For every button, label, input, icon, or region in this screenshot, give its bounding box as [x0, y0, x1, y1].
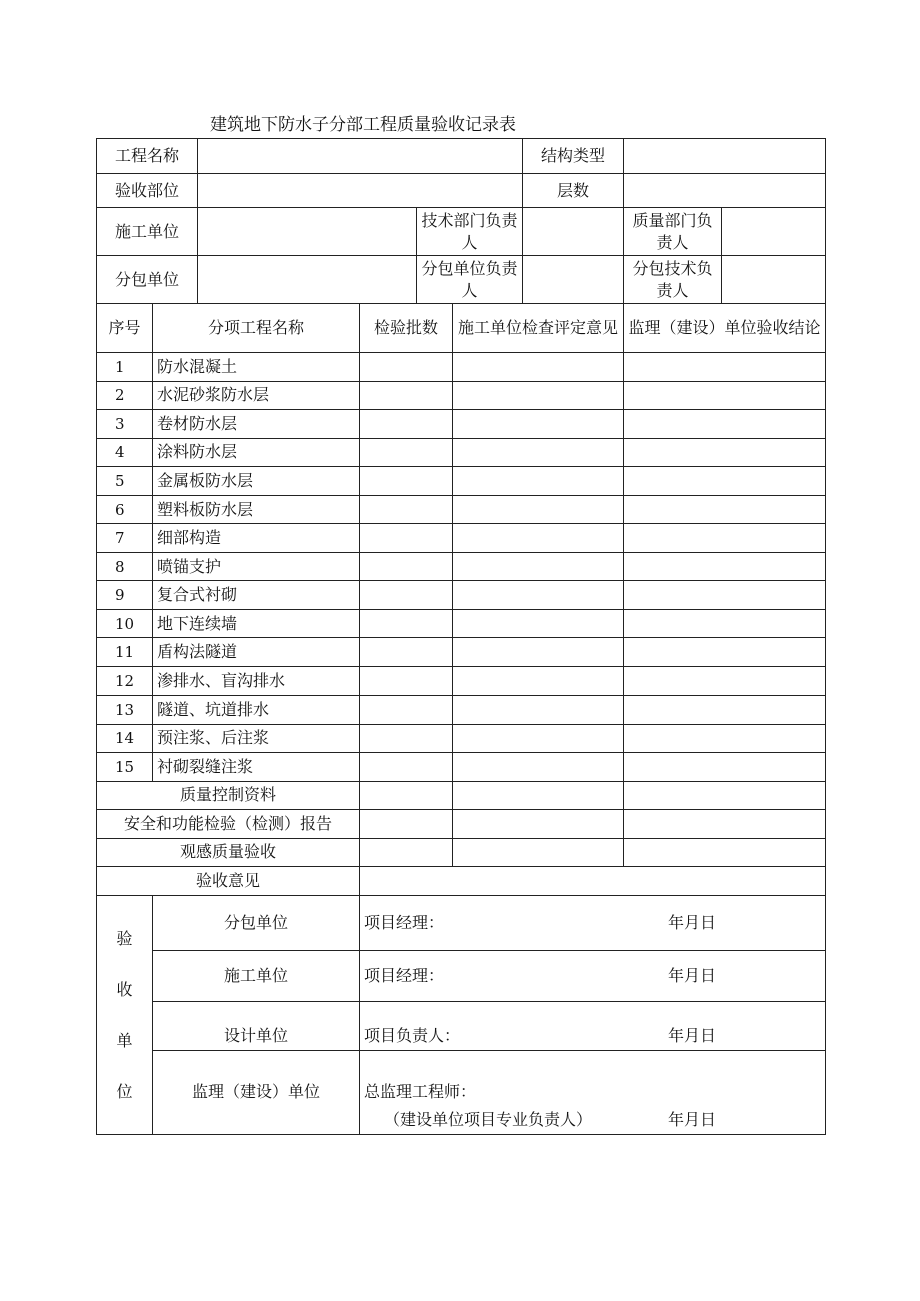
- row-number: 14: [97, 724, 153, 752]
- structure-type-label: 结构类型: [523, 139, 624, 174]
- supervision-conclusion-cell[interactable]: [624, 695, 826, 724]
- tech-dept-head-label: 技术部门负责人: [417, 208, 523, 256]
- table-row: [97, 352, 826, 381]
- project-name-field[interactable]: [198, 139, 523, 174]
- appearance-opinion-cell[interactable]: [453, 838, 624, 866]
- vertical-char: 位: [116, 1082, 133, 1102]
- sign-field[interactable]: [360, 1050, 826, 1134]
- table-row: [97, 581, 826, 610]
- table-row: [97, 667, 826, 695]
- row-construction-unit: [97, 208, 826, 256]
- sub-unit-head-field[interactable]: [523, 256, 624, 304]
- batch-count-cell[interactable]: [360, 466, 453, 495]
- construction-opinion-cell[interactable]: [453, 381, 624, 409]
- batch-count-cell[interactable]: [360, 610, 453, 638]
- supervision-conclusion-cell[interactable]: [624, 581, 826, 610]
- safety-test-label: 安全和功能检验（检测）报告: [97, 809, 360, 838]
- table-row: [97, 610, 826, 638]
- row-number: 3: [97, 409, 153, 438]
- table-row: [97, 438, 826, 466]
- row-number: 12: [97, 667, 153, 695]
- batch-count-cell[interactable]: [360, 524, 453, 553]
- item-name: 塑料板防水层: [153, 496, 360, 524]
- sign-date: 年月日: [668, 1110, 717, 1129]
- row-safety-test: [97, 809, 826, 838]
- floors-label: 层数: [523, 174, 624, 208]
- quality-control-opinion-cell[interactable]: [453, 781, 624, 809]
- row-acceptance-opinion: [97, 867, 826, 896]
- batch-count-cell[interactable]: [360, 496, 453, 524]
- subcontractor-field[interactable]: [198, 256, 417, 304]
- table-row: [97, 695, 826, 724]
- construction-opinion-cell[interactable]: [453, 667, 624, 695]
- item-name: 预注浆、后注浆: [153, 724, 360, 752]
- table-row: [97, 553, 826, 581]
- construction-unit-label: 施工单位: [97, 208, 198, 256]
- quality-dept-head-label: 质量部门负责人: [624, 208, 722, 256]
- construction-opinion-cell[interactable]: [453, 581, 624, 610]
- acceptance-record-table: [96, 138, 826, 1135]
- structure-type-field[interactable]: [624, 139, 826, 174]
- construction-unit-field[interactable]: [198, 208, 417, 256]
- row-number: 7: [97, 524, 153, 553]
- sign-unit-name: 分包单位: [153, 896, 360, 951]
- safety-test-opinion-cell[interactable]: [453, 809, 624, 838]
- row-number: 10: [97, 610, 153, 638]
- sign-role: 总监理工程师：: [364, 1081, 477, 1101]
- quality-control-label: 质量控制资料: [97, 781, 360, 809]
- construction-opinion-cell[interactable]: [453, 409, 624, 438]
- batch-count-cell[interactable]: [360, 581, 453, 610]
- row-number: 8: [97, 553, 153, 581]
- sign-row-design: [97, 1002, 826, 1050]
- acceptance-unit-vertical-label: [97, 896, 153, 1135]
- row-number: 1: [97, 352, 153, 381]
- batch-count-cell[interactable]: [360, 752, 453, 781]
- batch-count-cell[interactable]: [360, 381, 453, 409]
- sign-role: 项目负责人：: [364, 1025, 461, 1045]
- batch-count-cell[interactable]: [360, 553, 453, 581]
- supervision-conclusion-cell[interactable]: [624, 752, 826, 781]
- col-construction-opinion: 施工单位检查评定意见: [453, 304, 624, 352]
- sign-unit-name: 施工单位: [153, 951, 360, 1002]
- construction-opinion-cell[interactable]: [453, 695, 624, 724]
- row-project-name: [97, 139, 826, 174]
- supervision-conclusion-cell[interactable]: [624, 381, 826, 409]
- supervision-conclusion-cell[interactable]: [624, 352, 826, 381]
- row-number: 6: [97, 496, 153, 524]
- item-name: 细部构造: [153, 524, 360, 553]
- acceptance-opinion-field[interactable]: [360, 867, 826, 896]
- supervision-conclusion-cell[interactable]: [624, 496, 826, 524]
- tech-dept-head-field[interactable]: [523, 208, 624, 256]
- row-number: 11: [97, 638, 153, 667]
- appearance-conclusion-cell[interactable]: [624, 838, 826, 866]
- supervision-conclusion-cell[interactable]: [624, 724, 826, 752]
- item-name: 盾构法隧道: [153, 638, 360, 667]
- table-row: [97, 724, 826, 752]
- supervision-conclusion-cell[interactable]: [624, 667, 826, 695]
- construction-opinion-cell[interactable]: [453, 553, 624, 581]
- item-name: 防水混凝土: [153, 352, 360, 381]
- supervision-conclusion-cell[interactable]: [624, 553, 826, 581]
- construction-opinion-cell[interactable]: [453, 752, 624, 781]
- acceptance-part-label: 验收部位: [97, 174, 198, 208]
- supervision-conclusion-cell[interactable]: [624, 610, 826, 638]
- supervision-conclusion-cell[interactable]: [624, 524, 826, 553]
- sub-tech-head-field[interactable]: [722, 256, 826, 304]
- sub-unit-head-label: 分包单位负责人: [417, 256, 523, 304]
- floors-field[interactable]: [624, 174, 826, 208]
- sign-row-construction: [97, 951, 826, 1002]
- supervision-conclusion-cell[interactable]: [624, 438, 826, 466]
- item-name: 渗排水、盲沟排水: [153, 667, 360, 695]
- row-subcontractor: [97, 256, 826, 304]
- batch-count-cell[interactable]: [360, 409, 453, 438]
- construction-opinion-cell[interactable]: [453, 496, 624, 524]
- row-number: 2: [97, 381, 153, 409]
- row-number: 5: [97, 466, 153, 495]
- table-row: [97, 524, 826, 553]
- quality-control-conclusion-cell[interactable]: [624, 781, 826, 809]
- vertical-char: 单: [116, 1031, 133, 1051]
- item-name: 喷锚支护: [153, 553, 360, 581]
- row-quality-control: [97, 781, 826, 809]
- col-supervision-conclusion: 监理（建设）单位验收结论: [624, 304, 826, 352]
- construction-opinion-cell[interactable]: [453, 524, 624, 553]
- supervision-conclusion-cell[interactable]: [624, 638, 826, 667]
- col-seq: 序号: [97, 304, 153, 352]
- row-number: 4: [97, 438, 153, 466]
- item-name: 复合式衬砌: [153, 581, 360, 610]
- col-item-name: 分项工程名称: [153, 304, 360, 352]
- sign-row-subcontractor: [97, 896, 826, 951]
- sign-unit-name: 监理（建设）单位: [153, 1050, 360, 1134]
- acceptance-part-field[interactable]: [198, 174, 523, 208]
- sign-date: 年月日: [668, 1025, 717, 1045]
- item-name: 水泥砂浆防水层: [153, 381, 360, 409]
- appearance-batch-cell[interactable]: [360, 838, 453, 866]
- vertical-char: 收: [116, 980, 133, 1000]
- quality-dept-head-field[interactable]: [722, 208, 826, 256]
- sign-role: 项目经理：: [364, 913, 445, 933]
- batch-count-cell[interactable]: [360, 667, 453, 695]
- sign-row-supervision: [97, 1050, 826, 1134]
- quality-control-batch-cell[interactable]: [360, 781, 453, 809]
- appearance-label: 观感质量验收: [97, 838, 360, 866]
- row-number: 9: [97, 581, 153, 610]
- safety-test-batch-cell[interactable]: [360, 809, 453, 838]
- table-row: [97, 381, 826, 409]
- batch-count-cell[interactable]: [360, 638, 453, 667]
- sign-unit-name: 设计单位: [153, 1002, 360, 1050]
- batch-count-cell[interactable]: [360, 724, 453, 752]
- sub-tech-head-label: 分包技术负责人: [624, 256, 722, 304]
- sign-field[interactable]: [360, 951, 826, 1002]
- document-title: 建筑地下防水子分部工程质量验收记录表: [210, 115, 516, 135]
- table-row: [97, 496, 826, 524]
- project-name-label: 工程名称: [97, 139, 198, 174]
- table-row: [97, 409, 826, 438]
- row-number: 13: [97, 695, 153, 724]
- sign-role: 项目经理：: [364, 966, 445, 986]
- safety-test-conclusion-cell[interactable]: [624, 809, 826, 838]
- batch-count-cell[interactable]: [360, 352, 453, 381]
- table-row: [97, 638, 826, 667]
- sign-field[interactable]: [360, 896, 826, 951]
- construction-opinion-cell[interactable]: [453, 610, 624, 638]
- row-acceptance-part: [97, 174, 826, 208]
- col-batch-count: 检验批数: [360, 304, 453, 352]
- construction-opinion-cell[interactable]: [453, 466, 624, 495]
- sign-date: 年月日: [668, 966, 717, 986]
- item-name: 金属板防水层: [153, 466, 360, 495]
- supervision-conclusion-cell[interactable]: [624, 466, 826, 495]
- subcontractor-label: 分包单位: [97, 256, 198, 304]
- item-name: 衬砌裂缝注浆: [153, 752, 360, 781]
- table-row: [97, 752, 826, 781]
- row-number: 15: [97, 752, 153, 781]
- sign-date: 年月日: [668, 913, 717, 933]
- table-row: [97, 466, 826, 495]
- batch-count-cell[interactable]: [360, 438, 453, 466]
- item-name: 涂料防水层: [153, 438, 360, 466]
- item-name: 卷材防水层: [153, 409, 360, 438]
- sign-role-secondary: （建设单位项目专业负责人）: [384, 1109, 593, 1129]
- construction-opinion-cell[interactable]: [453, 724, 624, 752]
- vertical-char: 验: [116, 929, 133, 949]
- item-name: 地下连续墙: [153, 610, 360, 638]
- supervision-conclusion-cell[interactable]: [624, 409, 826, 438]
- batch-count-cell[interactable]: [360, 695, 453, 724]
- row-appearance: [97, 838, 826, 866]
- construction-opinion-cell[interactable]: [453, 352, 624, 381]
- construction-opinion-cell[interactable]: [453, 638, 624, 667]
- item-name: 隧道、坑道排水: [153, 695, 360, 724]
- sign-field[interactable]: [360, 1002, 826, 1050]
- column-header-row: [97, 304, 826, 352]
- acceptance-opinion-label: 验收意见: [97, 867, 360, 896]
- construction-opinion-cell[interactable]: [453, 438, 624, 466]
